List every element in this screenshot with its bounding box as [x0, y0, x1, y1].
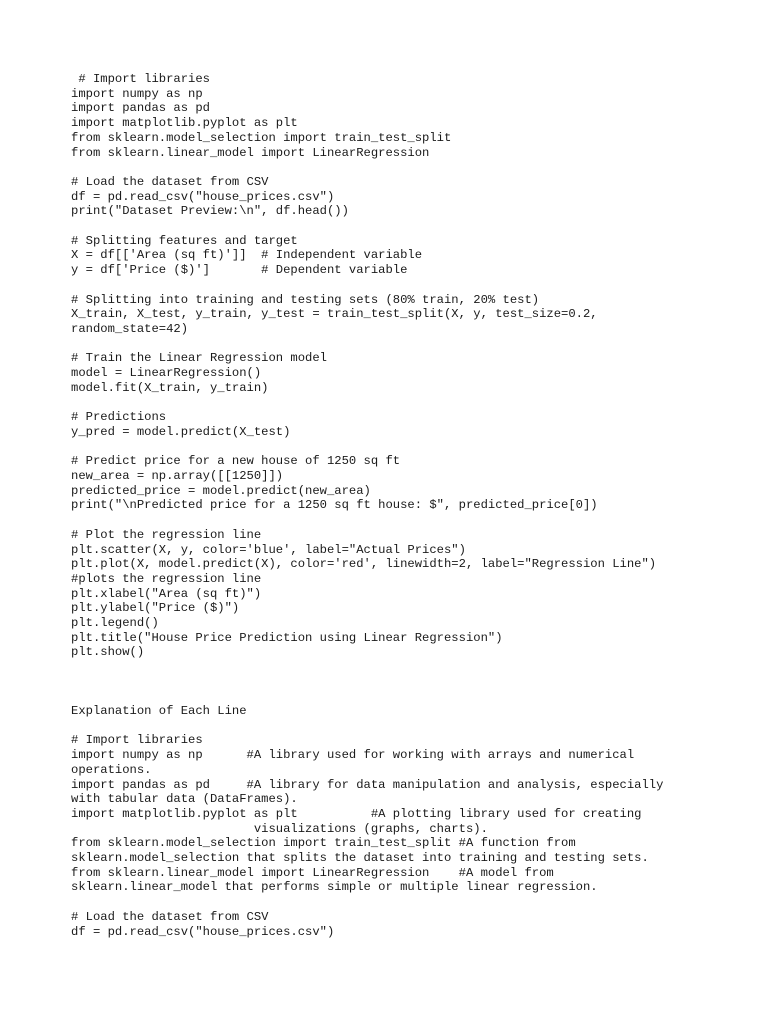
explanation-line: sklearn.linear_model that performs simple or multiple linear regression. [71, 880, 598, 895]
code-line: X_train, X_test, y_train, y_test = train_test_split(X, y, test_size=0.2, [71, 307, 598, 322]
code-line: print("Dataset Preview:\n", df.head()) [71, 204, 349, 219]
explanation-line: from sklearn.linear_model import LinearRegression #A model from [71, 865, 554, 880]
code-line: from sklearn.model_selection import train_test_split [71, 130, 452, 145]
explanation-line: import pandas as pd #A library for data manipulation and analysis, especially [71, 777, 664, 792]
explanation-line: # Load the dataset from CSV [71, 909, 269, 924]
code-line: import pandas as pd [71, 101, 210, 116]
code-line: plt.title("House Price Prediction using Linear Regression") [71, 630, 503, 645]
explanation-line: visualizations (graphs, charts). [71, 821, 488, 836]
code-line: new_area = np.array([[1250]]) [71, 468, 284, 483]
code-block [71, 72, 656, 660]
code-line: # Predictions [71, 410, 167, 425]
code-line: predicted_price = model.predict(new_area) [71, 483, 371, 498]
code-line: # Splitting into training and testing sets (80% train, 20% test) [71, 292, 540, 307]
explanation-line: sklearn.model_selection that splits the dataset into training and testing sets. [71, 851, 649, 866]
code-line: df = pd.read_csv("house_prices.csv") [71, 189, 335, 204]
explanation-line: # Import libraries [71, 733, 203, 748]
explanation-block [71, 704, 663, 939]
code-line: # Import libraries [71, 72, 210, 86]
code-line: # Train the Linear Regression model [71, 351, 327, 366]
code-line: model.fit(X_train, y_train) [71, 380, 269, 395]
explanation-line: operations. [71, 762, 152, 777]
code-line: # Plot the regression line [71, 527, 262, 542]
code-line: X = df[['Area (sq ft)']] # Independent variable [71, 248, 423, 263]
code-line: y_pred = model.predict(X_test) [71, 424, 291, 439]
code-line: # Predict price for a new house of 1250 sq ft [71, 454, 401, 469]
explanation-line: df = pd.read_csv("house_prices.csv") [71, 924, 335, 939]
explanation-line: import numpy as np #A library used for working with arrays and numerical [71, 748, 635, 763]
code-line: y = df['Price ($)'] # Dependent variable [71, 263, 408, 278]
code-line: plt.ylabel("Price ($)") [71, 601, 240, 616]
code-line: random_state=42) [71, 321, 189, 336]
code-line: plt.show() [71, 645, 145, 660]
code-line: plt.xlabel("Area (sq ft)") [71, 586, 262, 601]
code-line: import matplotlib.pyplot as plt [71, 116, 298, 131]
code-line: # Load the dataset from CSV [71, 174, 269, 189]
code-line: from sklearn.linear_model import LinearRegression [71, 145, 430, 160]
code-line: import numpy as np [71, 86, 203, 101]
code-line: plt.legend() [71, 616, 159, 631]
explanation-line: from sklearn.model_selection import train_test_split #A function from [71, 836, 576, 851]
code-line: print("\nPredicted price for a 1250 sq ft house: $", predicted_price[0]) [71, 498, 598, 513]
code-line: model = LinearRegression() [71, 366, 262, 381]
explanation-line: with tabular data (DataFrames). [71, 792, 298, 807]
explanation-line: Explanation of Each Line [71, 704, 247, 718]
code-line: plt.plot(X, model.predict(X), color='red', linewidth=2, label="Regression Line") [71, 557, 657, 572]
code-line: #plots the regression line [71, 571, 262, 586]
code-line: # Splitting features and target [71, 233, 298, 248]
code-line: plt.scatter(X, y, color='blue', label="Actual Prices") [71, 542, 466, 557]
explanation-line: import matplotlib.pyplot as plt #A plotting library used for creating [71, 806, 642, 821]
